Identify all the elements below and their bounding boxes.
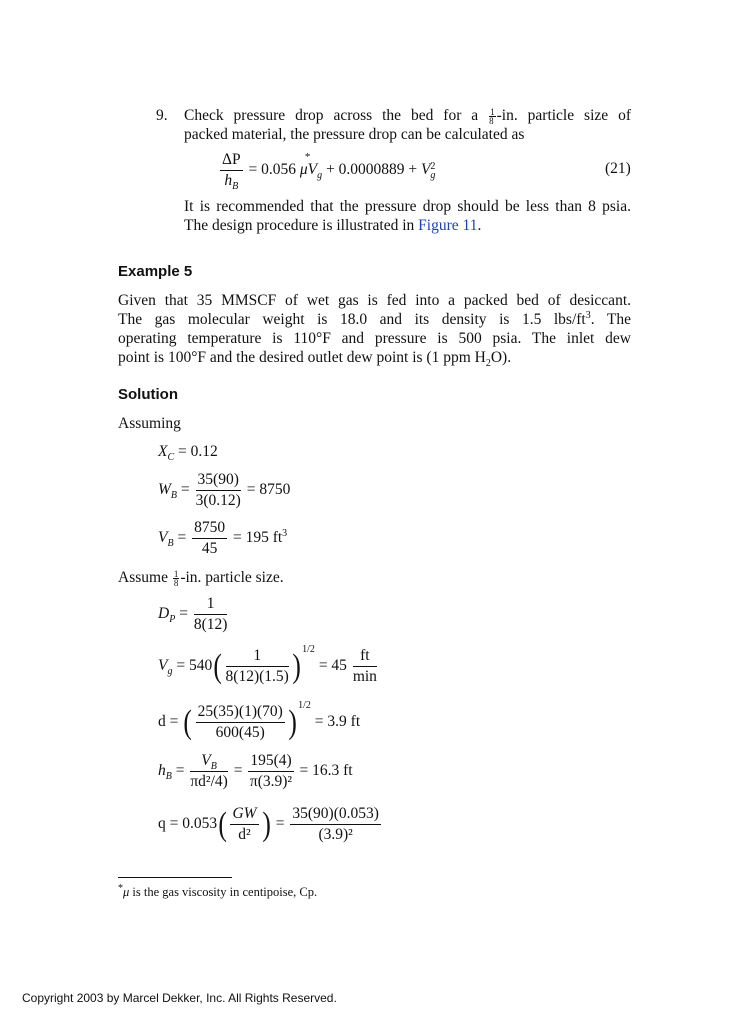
example-line3: operating temperature is 110°F and pressure is 500 psia. The inlet dew [118,330,631,347]
recommendation-line2: The design procedure is illustrated in Figure 11. [184,217,482,234]
step9-line1-pre: Check pressure drop across the bed for a [184,107,479,124]
eighth-fraction: $\frac{1}{8}$ [489,106,495,126]
footnote: *μ is the gas viscosity in centipoise, Cp. [118,882,318,899]
example-heading: Example 5 [118,263,193,280]
q-equation: q = 0.053( $\frac{GW}{\text{d²}}$ ) = $\frac{35(90)(0.053)}{\text{(3.9)²}}$ [158,805,379,843]
d-equation: d = ( $\frac{25(35)(1)(70)}{600(45)}$ )$^{1/2}$ = 3.9 ft [158,699,361,741]
example-line1: Given that 35 MMSCF of wet gas is fed into a packed bed of desiccant. [118,292,631,309]
eq21-lhs-fraction: $\frac{\Delta P}{h_B}$ [222,151,241,193]
recommendation-line1: It is recommended that the pressure drop should be less than 8 psia. [184,198,631,215]
equation-number: (21) [605,160,631,177]
list-number: 9. [156,107,168,124]
copyright-notice: Copyright 2003 by Marcel Dekker, Inc. All Rights Reserved. [22,991,337,1005]
step9-line2: packed material, the pressure drop can be calculated as [184,126,525,143]
step9-line1-post: -in. particle size of [496,107,631,124]
figure-11-link[interactable]: Figure 11 [418,217,478,234]
dp-equation: $D_P$ = $\frac{1}{8(12)}$ [158,595,228,633]
assume-line: Assume $\frac{1}{8}$ -in. particle size. [118,568,284,588]
footnote-rule [118,877,232,878]
equation-21: $\frac{\Delta P}{h_B}$ = 0.056 * $\mu V_g + 0.0000889 + V$ 2 g [222,151,436,193]
step9-line1 [184,106,631,125]
xc-equation: $X_C = 0.12$ [158,443,218,464]
example-line4: point is 100°F and the desired outlet dew point is (1 ppm $H_2O$). [118,349,512,370]
example-line2: The gas molecular weight is 18.0 and its density is 1.5 lbs/$ft^3$. The [118,309,631,328]
assuming-label: Assuming [118,415,181,432]
hb-equation: $h_B$ = $\frac{V_B}{\text{πd²/4)}}$ = $\frac{195(4)}{\text{π(3.9)²}}$ = 16.3 ft [158,752,353,790]
wb-equation: $W_B$ = $\frac{35(90)}{3(0.12)}$ = 8750 [158,471,291,509]
solution-heading: Solution [118,386,178,403]
vg-equation: $V_g = 540$( $\frac{1}{8(12)(1.5)}$ )$^{1/2}$ = 45 $\frac{ft}{\min}$ [158,643,377,685]
vb-equation: $V_B$ = $\frac{8750}{45}$ = 195 $ft^3$ [158,519,288,557]
